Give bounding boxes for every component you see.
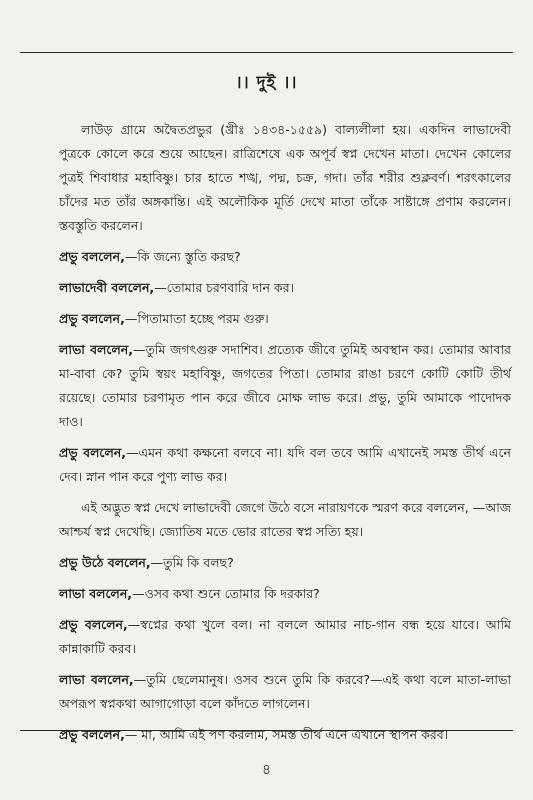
- speaker-label: লাভা বললেন,: [59, 672, 134, 687]
- speaker-label: প্রভু বললেন,: [59, 617, 128, 632]
- paragraph-text: —তোমার চরণবারি দান কর।: [154, 280, 295, 295]
- paragraph-text: —কি জন্যে স্তুতি করছ?: [124, 249, 241, 264]
- top-rule: [20, 52, 513, 53]
- paragraph-text: লাউড় গ্রামে অদ্বৈতপ্রভুর (খ্রীঃ ১৪৩৪-১৫৫৯) বাল্যলীলা হয়। একদিন লাভাদেবী পুত্রকে কোলে করে শুয়ে আছেন। রাত্রিশেষে এক অপূর্ব স্বপ্ন দেখেন মাতা। দেখেন কোলের পুত্রই শিবাধার মহাবিষ্ণু। চার হাতে শঙ্খ, পদ্ম, চক্র, গদা। তাঁর শরীর শুক্লবর্ণ। শরৎকালের চাঁদের মত তাঁর অঙ্গকান্তি। এই অলৌকিক মূর্তি দেখে মাতা তাঁকে সাষ্টাঙ্গে প্রণাম করলেন। স্তবস্তুতি করলেন।: [59, 122, 511, 233]
- paragraph: [59, 338, 511, 434]
- paragraph-text: এই অদ্ভুত স্বপ্ন দেখে লাভাদেবী জেগে উঠে বসে নারায়ণকে স্মরণ করে বললেন, —আজ আশ্চর্য স্বপ্ন দেখেছি। জ্যোতিষ মতে ভোর রাতের স্বপ্ন সত্যি হয়।: [59, 500, 511, 539]
- paragraph: [59, 118, 511, 238]
- paragraph: [59, 307, 511, 331]
- paragraph: [59, 496, 511, 544]
- paragraph: [59, 613, 511, 661]
- paragraph: [59, 441, 511, 489]
- paragraph-text: — মা, আমি এই পণ করলাম, সমস্ত তীর্থ এনে এখানে স্থাপন করব।: [124, 727, 449, 742]
- speaker-label: প্রভু উঠে বললেন,: [59, 555, 151, 570]
- speaker-label: প্রভু বললেন,: [59, 311, 125, 326]
- paragraph-text: —এমন কথা কক্ষনো বলবে না। যদি বল তবে আমি এখানেই সমস্ত তীর্থ এনে দেব। স্নান পান করে পুণ্য লাভ কর।: [59, 445, 511, 484]
- page-number: ৪: [261, 762, 272, 778]
- paragraph: [59, 245, 511, 269]
- paragraph-text: —তুমি জগৎগুরু সদাশিব। প্রত্যেক জীবে তুমিই অবস্থান কর। তোমার আবার মা-বাবা কে? তুমি স্বয়ং মহাবিষ্ণু, জগতের পিতা। তোমার রাঙা চরণে কোটি কোটি তীর্থ রয়েছে। তোমার চরণামৃত পান করে জীবে মোক্ষ লাভ করে। প্রভু, তুমি আমাকে পাদোদক দাও।: [59, 342, 511, 429]
- paragraph: [59, 668, 511, 716]
- paragraph: [59, 582, 511, 606]
- page-body: [59, 118, 511, 754]
- paragraph: [59, 276, 511, 300]
- speaker-label: লাভাদেবী বললেন,: [59, 280, 155, 295]
- paragraph-text: —তুমি ছেলেমানুষ। ওসব শুনে তুমি কি করবে?—এই কথা বলে মাতা-লাভা অপরূপ স্বপ্নকথা আগাগোড়া বলে কাঁদতে লাগলেন।: [59, 672, 511, 711]
- speaker-label: প্রভু বললেন,: [59, 727, 125, 742]
- paragraph-text: —ওসব কথা শুনে তোমার কি দরকার?: [132, 586, 320, 601]
- speaker-label: লাভা বললেন,: [59, 342, 133, 357]
- speaker-label: প্রভু বললেন,: [59, 445, 126, 460]
- bottom-rule: [20, 730, 513, 731]
- chapter-title: ।। দুই ।।: [235, 73, 298, 93]
- paragraph-text: —স্বপ্নের কথা খুলে বল। না বললে আমার নাচ-গান বন্ধ হয়ে যাবে। আমি কান্নাকাটি করব।: [59, 617, 511, 656]
- speaker-label: প্রভু বললেন,: [59, 249, 125, 264]
- paragraph: [59, 551, 511, 575]
- paragraph-text: —তুমি কি বলছ?: [150, 555, 234, 570]
- paragraph: [59, 723, 511, 747]
- paragraph-text: —পিতামাতা হচ্ছে পরম গুরু।: [124, 311, 269, 326]
- speaker-label: লাভা বললেন,: [59, 586, 133, 601]
